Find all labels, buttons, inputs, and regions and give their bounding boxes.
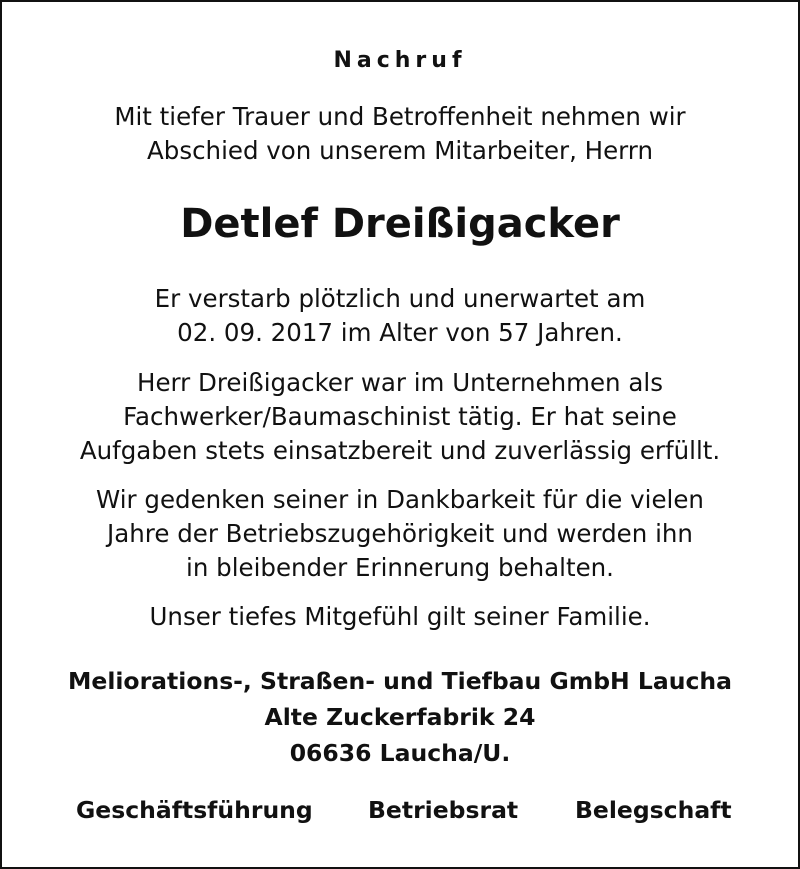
memory-line: Jahre der Betriebszugehörigkeit und werden ihn	[107, 519, 693, 548]
intro-line: Abschied von unserem Mitarbeiter, Herrn	[147, 136, 653, 165]
memory-line: Wir gedenken seiner in Dankbarkeit für die vielen	[96, 485, 704, 514]
signatory-staff: Belegschaft	[575, 796, 732, 824]
role-paragraph	[0, 366, 800, 468]
company-block	[0, 663, 800, 771]
company-city: 06636 Laucha/U.	[289, 739, 511, 767]
signatory-works-council: Betriebsrat	[368, 796, 519, 824]
memory-paragraph	[0, 483, 800, 585]
deceased-name: Detlef Dreißigacker	[180, 201, 620, 247]
condolence-line: Unser tiefes Mitgefühl gilt seiner Familie.	[149, 602, 651, 631]
company-street: Alte Zuckerfabrik 24	[264, 703, 536, 731]
notice-heading: Nachruf	[333, 48, 467, 73]
role-line: Herr Dreißigacker war im Unternehmen als	[137, 368, 663, 397]
intro-paragraph	[0, 100, 800, 168]
intro-line: Mit tiefer Trauer und Betroffenheit nehmen wir	[114, 102, 686, 131]
role-line: Fachwerker/Baumaschinist tätig. Er hat seine	[123, 402, 677, 431]
death-line: 02. 09. 2017 im Alter von 57 Jahren.	[177, 318, 623, 347]
role-line: Aufgaben stets einsatzbereit und zuverlässig erfüllt.	[79, 436, 721, 465]
death-line: Er verstarb plötzlich und unerwartet am	[154, 284, 646, 313]
death-paragraph	[0, 282, 800, 350]
signatories	[0, 792, 800, 828]
signatory-management: Geschäftsführung	[76, 796, 313, 824]
memory-line: in bleibender Erinnerung behalten.	[186, 553, 614, 582]
company-name: Meliorations-, Straßen- und Tiefbau GmbH Laucha	[68, 667, 732, 695]
